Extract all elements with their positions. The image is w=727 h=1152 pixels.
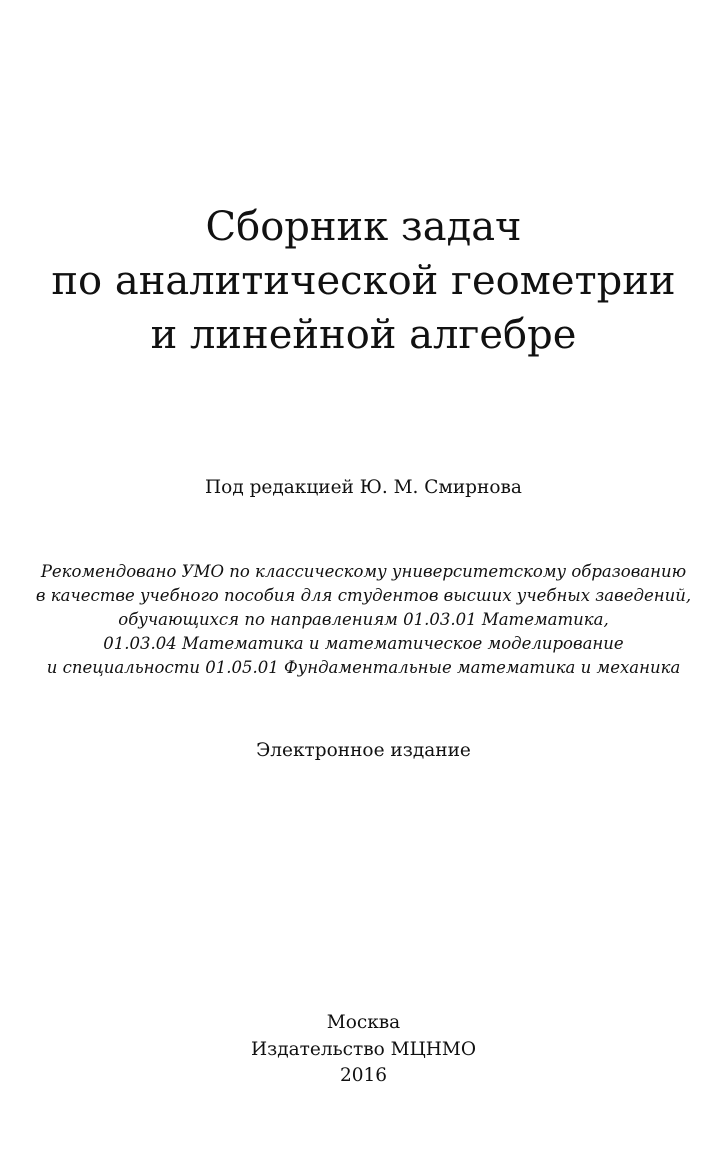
book-title-line-3: и линейной алгебре (150, 312, 577, 358)
editor-credit: Под редакцией Ю. М. Смирнова (205, 477, 522, 498)
edition-label: Электронное издание (256, 740, 471, 761)
book-title-line-2: по аналитической геометрии (51, 258, 676, 304)
recommendation-line-1: Рекомендовано УМО по классическому университетскому образованию (40, 562, 687, 581)
book-title (0, 200, 727, 362)
recommendation-line-3: обучающихся по направлениям 01.03.01 Математика, (118, 610, 609, 629)
imprint-year: 2016 (339, 1065, 388, 1086)
imprint (0, 1010, 727, 1090)
book-title-line-1: Сборник задач (205, 204, 522, 250)
imprint-city: Москва (326, 1012, 401, 1033)
recommendation-line-5: и специальности 01.05.01 Фундаментальные математика и механика (46, 658, 681, 677)
recommendation-line-2: в качестве учебного пособия для студентов высших учебных заведений, (35, 586, 692, 605)
imprint-publisher: Издательство МЦНМО (251, 1038, 476, 1060)
recommendation-note (0, 560, 727, 680)
recommendation-line-4: 01.03.04 Математика и математическое моделирование (103, 634, 624, 653)
